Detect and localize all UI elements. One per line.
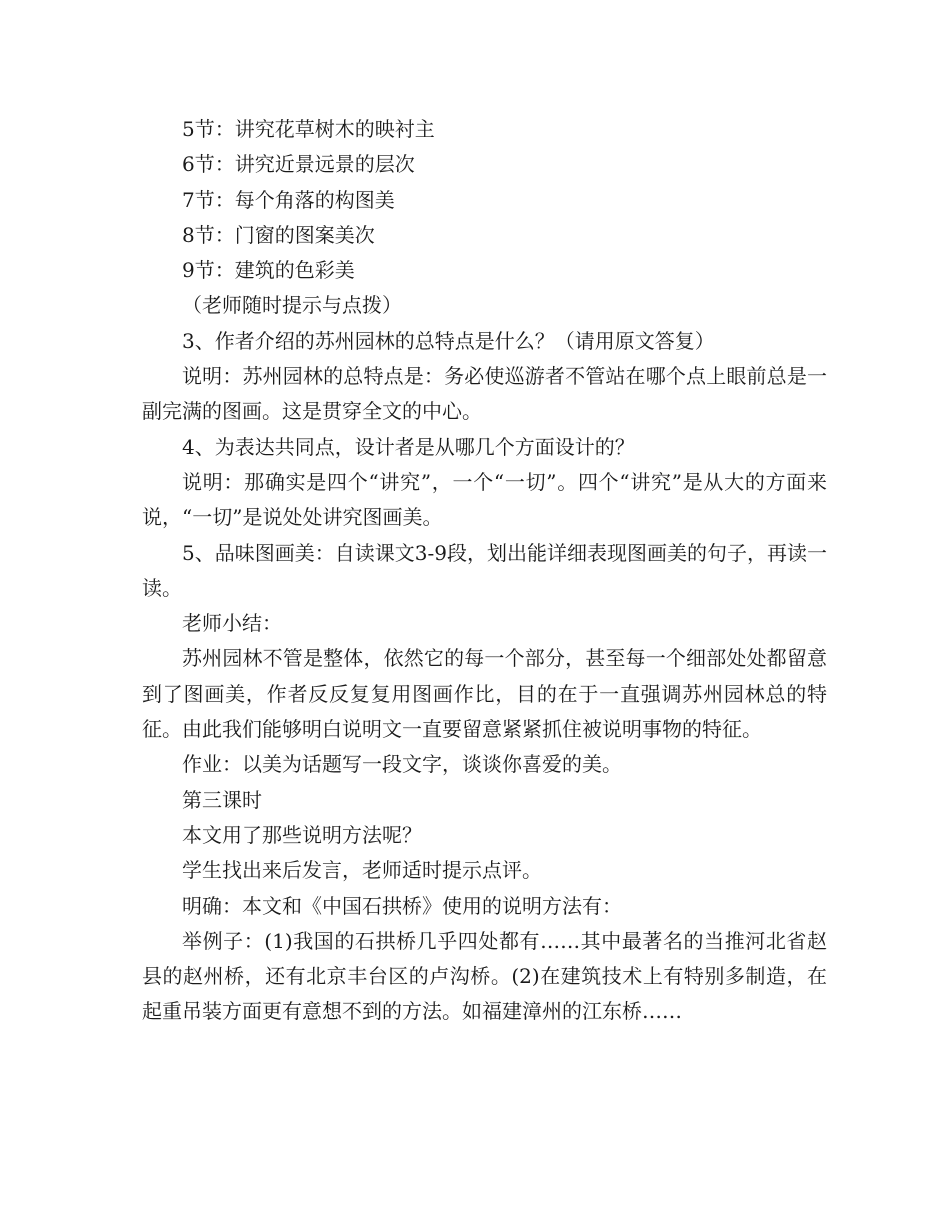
- paragraph-question-4: 4、为表达共同点，设计者是从哪几个方面设计的？: [182, 434, 635, 459]
- document-body: [142, 112, 827, 1030]
- paragraph-explanation-3: 说明：苏州园林的总特点是：务必使巡游者不管站在哪个点上眼前总是一副完满的图画。这是贯穿全文的中心。: [142, 364, 827, 424]
- paragraph-clarification: 明确：本文和《中国石拱桥》使用的说明方法有：: [182, 893, 622, 918]
- paragraph-section-8: 8节：门窗的图案美次: [182, 222, 375, 247]
- paragraph-methods-question: 本文用了那些说明方法呢？: [182, 822, 422, 847]
- paragraph-section-7: 7节：每个角落的构图美: [182, 187, 395, 212]
- paragraph-student-activity: 学生找出来后发言，老师适时提示点评。: [182, 858, 542, 883]
- paragraph-summary-heading: 老师小结：: [182, 611, 282, 636]
- paragraph-teacher-note: （老师随时提示与点拨）: [182, 293, 402, 318]
- paragraph-examples: 举例子：(1)我国的石拱桥几乎四处都有……其中最著名的当推河北省赵县的赵州桥，还有北京丰台区的卢沟桥。(2)在建筑技术上有特别多制造，在起重吊装方面更有意想不到的方法。如福建漳州的江东桥……: [142, 928, 827, 1024]
- paragraph-section-9: 9节：建筑的色彩美: [182, 258, 355, 283]
- paragraph-section-5: 5节：讲究花草树木的映衬主: [182, 117, 435, 141]
- paragraph-homework: 作业：以美为话题写一段文字，谈谈你喜爱的美。: [182, 752, 622, 777]
- paragraph-question-5: 5、品味图画美：自读课文3-9段，划出能详细表现图画美的句子，再读一读。: [142, 540, 827, 600]
- paragraph-question-3: 3、作者介绍的苏州园林的总特点是什么？（请用原文答复）: [182, 328, 715, 353]
- paragraph-summary-body: 苏州园林不管是整体，依然它的每一个部分，甚至每一个细部处处都留意到了图画美，作者反反复复用图画作比，目的在于一直强调苏州园林总的特征。由此我们能够明白说明文一直要留意紧紧抓住被说明事物的特征。: [142, 646, 827, 742]
- paragraph-explanation-4: 说明：那确实是四个“讲究”，一个“一切”。四个“讲究”是从大的方面来说，“一切”是说处处讲究图画美。: [142, 469, 827, 530]
- paragraph-lesson-3-heading: 第三课时: [182, 787, 262, 812]
- paragraph-section-6: 6节：讲究近景远景的层次: [182, 152, 415, 177]
